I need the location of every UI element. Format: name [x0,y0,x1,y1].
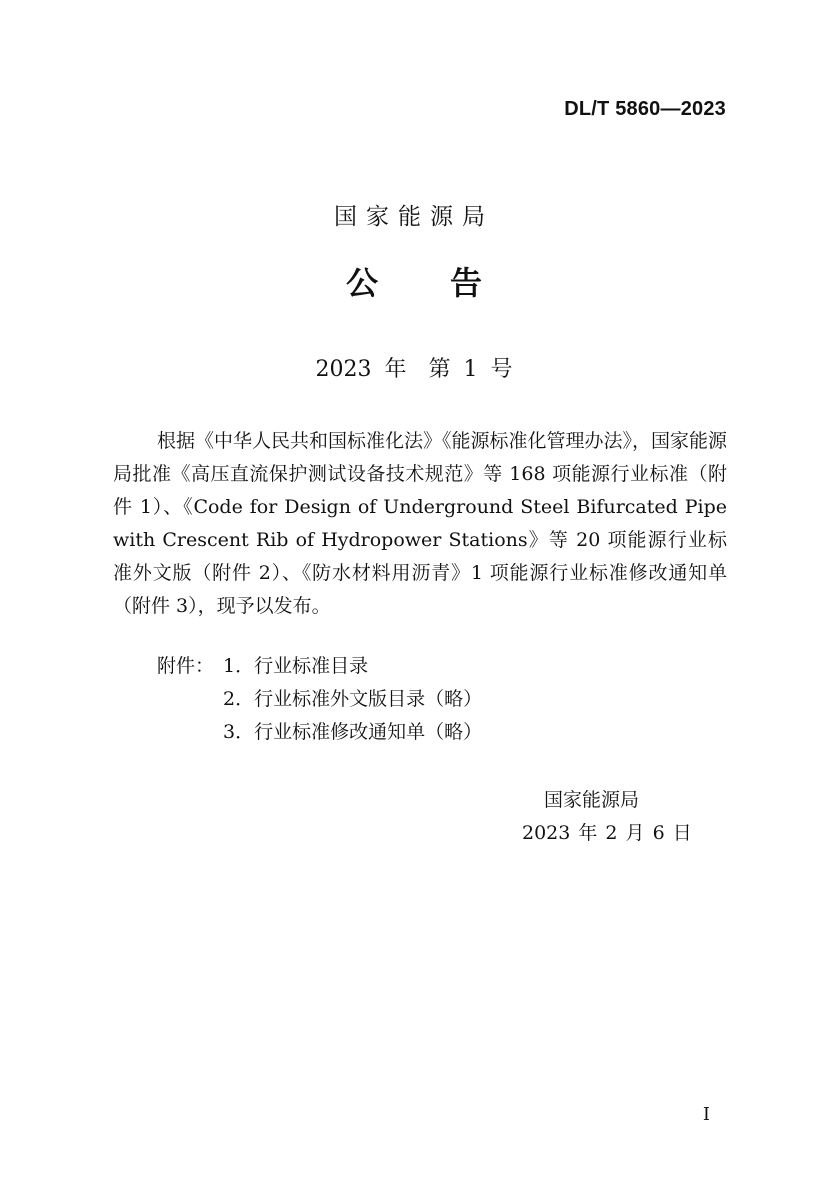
attachment-item [157,716,717,749]
page-number: I [702,1104,710,1125]
attachment-item [157,683,717,716]
attachment-item-label: 2．行业标准外文版目录（略） [223,688,483,710]
signature-date: 2023 年 2 月 6 日 [522,822,692,844]
document-number: 2023 年 第 1 号 [315,357,513,382]
signature-block [522,784,722,850]
issuer-name: 国家能源局 [334,204,494,230]
attachments-list [157,650,717,749]
attachments-label: 附件： [157,655,215,677]
signature-organization: 国家能源局 [544,789,640,811]
document-title: 公告 [345,264,554,302]
notice-body: 根据《中华人民共和国标准化法》《能源标准化管理办法》，国家能源局批准《高压直流保护测试设备技术规范》等 168 项能源行业标准（附件 1）、《Code for Design of Underground Steel Bifurcated Pipe with Crescent Rib of Hydropower Stations》等 20 项能源行业标准外文版（附件 2）、《防水材料用沥青》1 项能源行业标准修改通知单（附件 3），现予以发布。 [113,430,728,617]
attachment-item-label: 3．行业标准修改通知单（略） [223,721,483,743]
standard-code: DL/T 5860—2023 [564,98,726,120]
attachment-item-label: 1．行业标准目录 [223,655,369,677]
attachment-item [157,650,717,683]
